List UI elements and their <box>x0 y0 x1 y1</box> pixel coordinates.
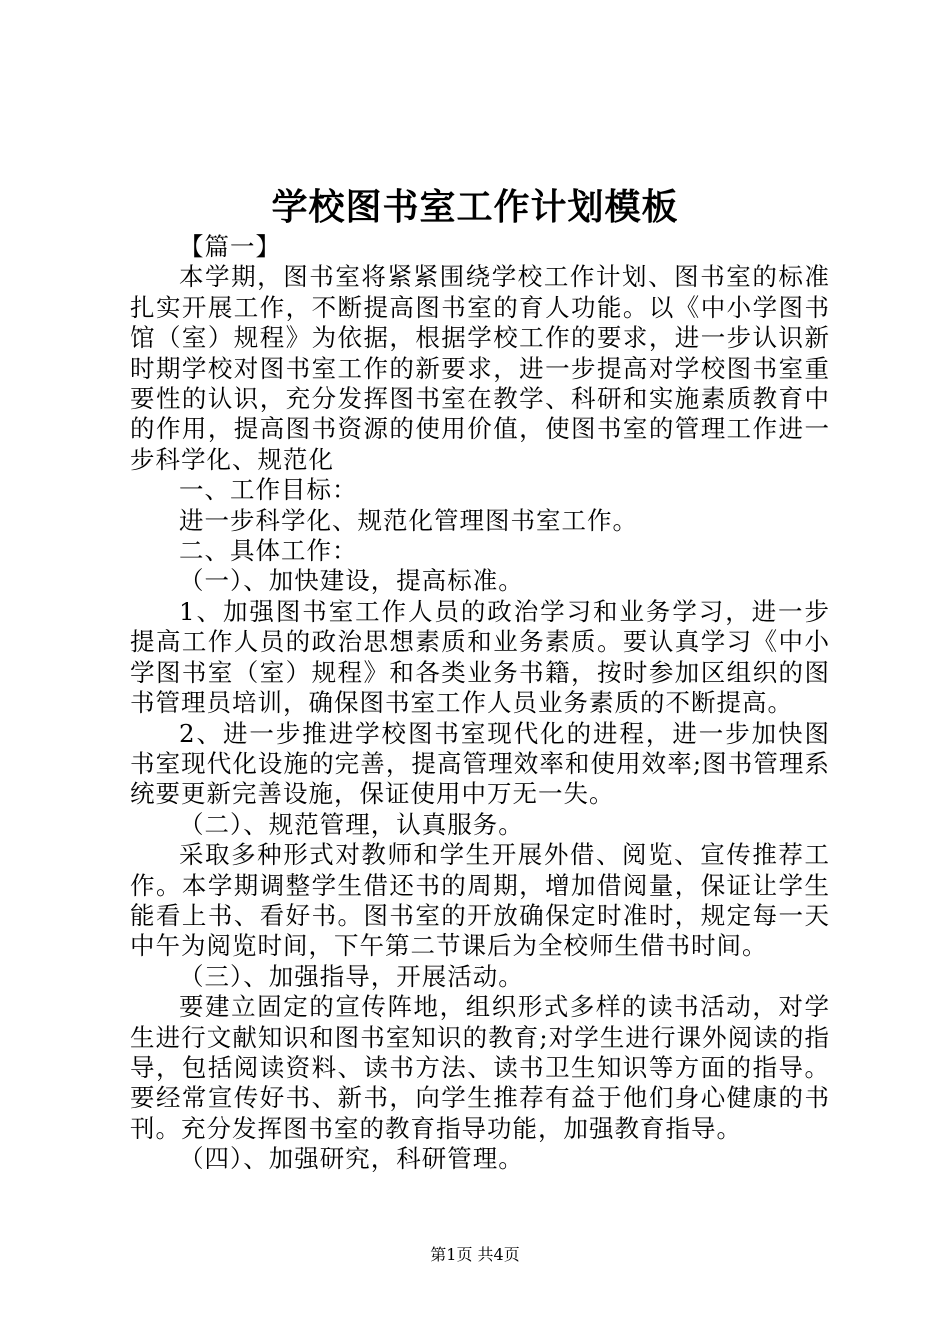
subsection-heading: （三）、加强指导，开展活动。 <box>179 961 524 991</box>
paragraph: 采取多种形式对教师和学生开展外借、阅览、宣传推荐工作。本学期调整学生借还书的周期，增加借阅量，保证让学生能看上书、看好书。图书室的开放确保定时准时，规定每一天中午为阅览时间，下午第二节课后为全校师生借书时间。 <box>130 840 830 961</box>
section-heading: 【篇一】 <box>179 232 281 261</box>
paragraph: 1、加强图书室工作人员的政治学习和业务学习，进一步提高工作人员的政治思想素质和业务素质。要认真学习《中小学图书室（室）规程》和各类业务书籍，按时参加区组织的图书管理员培训，确保图书室工作人员业务素质的不断提高。 <box>130 596 830 718</box>
subsection-heading: （一）、加快建设，提高标准。 <box>179 566 524 596</box>
subsection-heading: （四）、加强研究，科研管理。 <box>179 1144 524 1174</box>
document-title: 学校图书室工作计划模板 <box>271 186 679 228</box>
section-heading: 二、具体工作： <box>179 536 358 566</box>
paragraph: 本学期，图书室将紧紧围绕学校工作计划、图书室的标准扎实开展工作，不断提高图书室的育人功能。以《中小学图书馆（室）规程》为依据，根据学校工作的要求，进一步认识新时期学校对图书室工作的新要求，进一步提高对学校图书室重要性的认识，充分发挥图书室在教学、科研和实施素质教育中的作用，提高图书资源的使用价值，使图书室的管理工作进一步科学化、规范化 <box>130 262 830 474</box>
section-heading: 一、工作目标： <box>179 475 358 505</box>
page-footer: 第1页 共4页 <box>430 1245 520 1264</box>
paragraph: 2、进一步推进学校图书室现代化的进程，进一步加快图书室现代化设施的完善，提高管理效率和使用效率;图书管理系统要更新完善设施，保证使用中万无一失。 <box>130 718 830 809</box>
subsection-heading: （二）、规范管理，认真服务。 <box>179 809 524 839</box>
paragraph: 要建立固定的宣传阵地，组织形式多样的读书活动，对学生进行文献知识和图书室知识的教育;对学生进行课外阅读的指导，包括阅读资料、读书方法、读书卫生知识等方面的指导。要经常宣传好书、新书，向学生推荐有益于他们身心健康的书刊。充分发挥图书室的教育指导功能，加强教育指导。 <box>130 992 830 1143</box>
document-body <box>130 232 830 1175</box>
paragraph: 进一步科学化、规范化管理图书室工作。 <box>179 505 638 535</box>
